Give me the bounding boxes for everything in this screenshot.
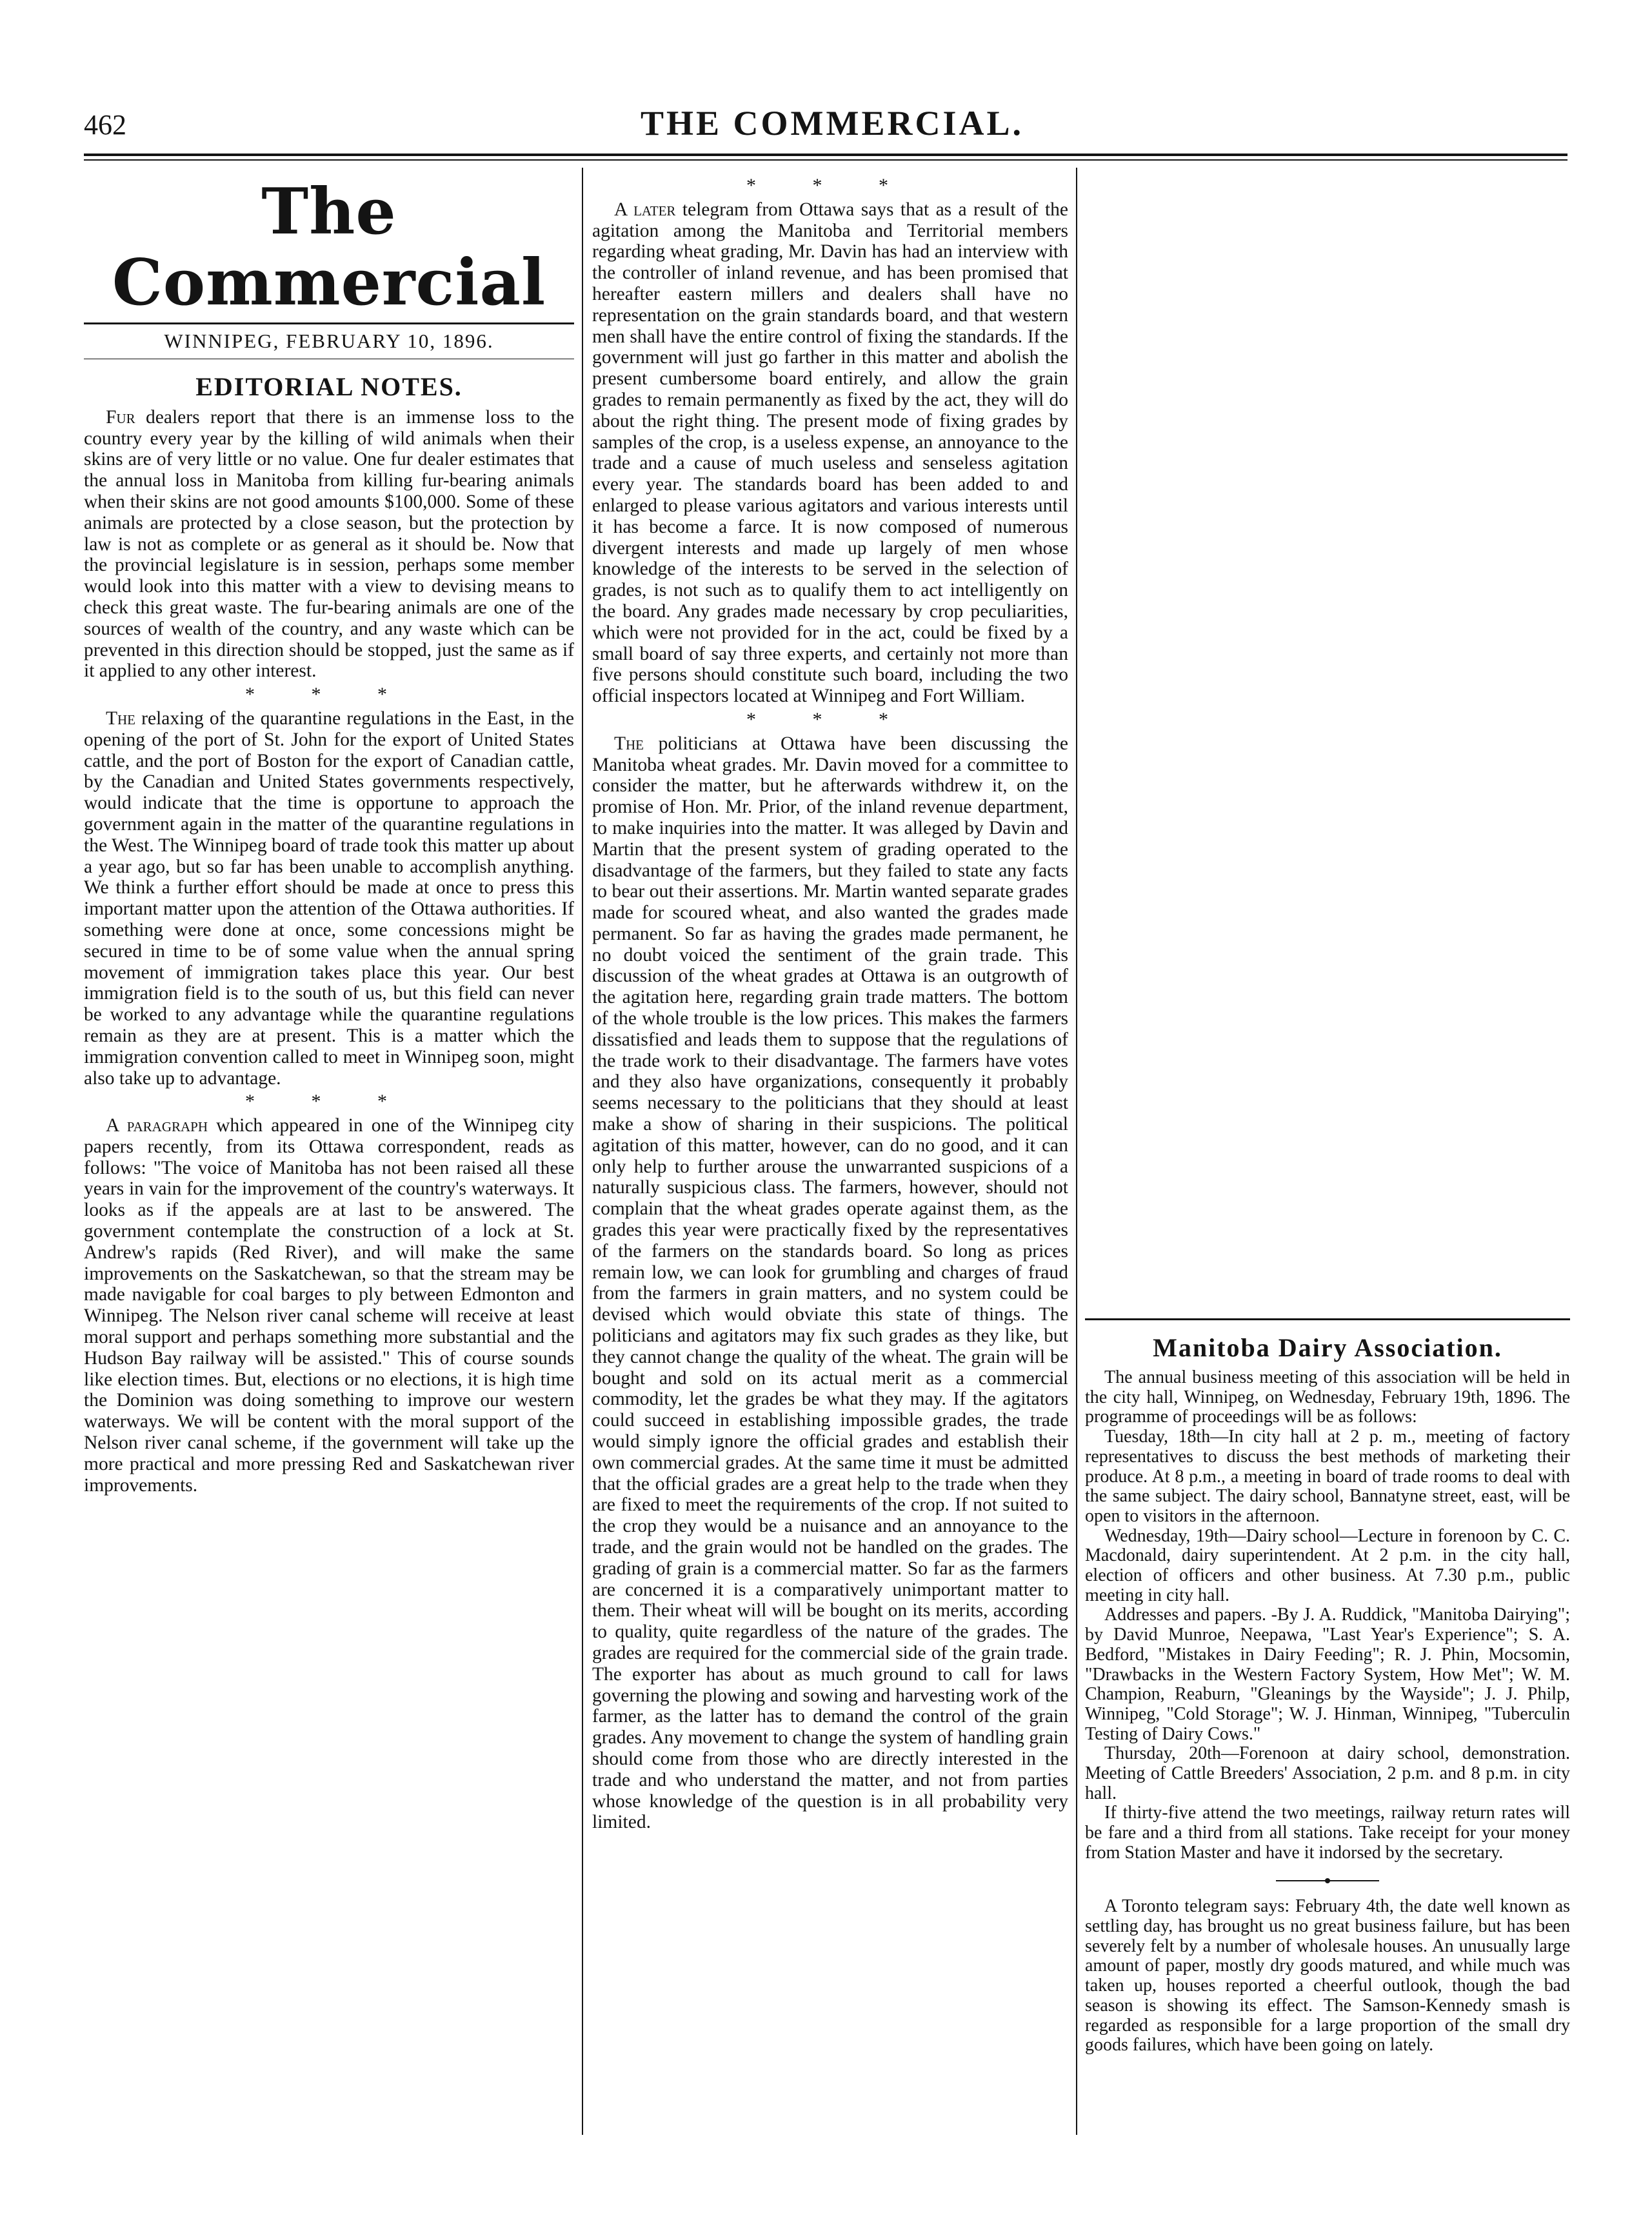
top-rule	[84, 154, 1567, 156]
paragraph-text: which appeared in one of the Winnipeg city papers recently, from its Ottawa correspondent, reads as follows: "The voice of Manitoba has not been raised all these years in vain for the improvement of the country's waterways. It looks as if the appeals are at last to be answered. The government contemplate the construction of a lock at St. Andrew's rapids (Red River), and will make the same improvements on the Saskatchewan, so that the stream may be made navigable for coal barges to ply between Edmonton and Winnipeg. The Nelson river canal scheme will receive at least moral support and perhaps something more substantial and the Hudson Bay railway will be assisted." This of course sounds like election times. But, elections or no elections, it is high time the Dominion was doing something to improve our western waterways. We will be content with the moral support of the Nelson river canal scheme, if the government will take up the more practical and more pressing Red and Saskatchewan river improvements.	[84, 1115, 575, 1496]
dairy-paragraph: The annual business meeting of this association will be held in the city hall, Winnipeg, on Wednesday, February 19th, 1896. The programme of proceedings will be as follows:	[1085, 1367, 1570, 1427]
toronto-paragraph: A Toronto telegram says: February 4th, the date well known as settling day, has brought us no great business failure, but has been severely felt by a number of wholesale houses. An unusually large amount of paper, mostly dry goods matured, and while much was taken up, houses reported a cheerful outlook, though the bad season is showing its effect. The Samson-Kennedy smash is regarded as responsible for a large proportion of the small dry goods failures, which have been going on lately.	[1085, 1896, 1570, 2056]
dairy-article	[1085, 1368, 1570, 1863]
top-rule-thin	[84, 159, 1567, 161]
dairy-paragraph: Wednesday, 19th—Dairy school—Lecture in forenoon by C. C. Macdonald, dairy superintendent. At 2 p.m. in the city hall, election of officers and other business. At 7.30 p.m., public meeting in city hall.	[1085, 1525, 1570, 1605]
paragraph-text: relaxing of the quarantine regulations in the East, in the opening of the port of St. John for the export of United States cattle, and the port of Boston for the export of Canadian cattle, by the Canadian and United States governments respectively, would indicate that the time is opportune to approach the government again in the matter of the quarantine regulations in the West. The Winnipeg board of trade took this matter up about a year ago, but so far has been unable to accomplish anything. We think a further effort should be made at once to press this important matter upon the attention of the Ottawa authorities. If something were done at once, some concessions might be secured in time to be of some value when the annual spring movement of immigration takes place this year. Our best immigration field is to the south of us, but this field can never be worked to any advantage while the quarantine regulations remain as they are at present. This is a matter which the immigration convention called to meet in Winnipeg soon, might also take up to advantage.	[84, 708, 575, 1089]
page-number: 462	[84, 109, 126, 141]
paragraph-text: dealers report that there is an immense loss to the country every year by the killing of wild animals when their skins are of very little or no value. One fur dealer estimates that the annual loss in Manitoba from killing fur-bearing animals when their skins are not good amounts $100,000. Some of these animals are protected by a close season, but the protection by law is not as complete or as general as it should be. Now that the provincial legislature is in session, perhaps some member would look into this matter with a view to devising means to check this great waste. The fur-bearing animals are one of the sources of wealth of the country, and any waste which can be prevented in this direction should be stopped, just the same as if it applied to any other interest.	[84, 406, 575, 682]
editorial-heading: EDITORIAL NOTES.	[195, 372, 463, 401]
column-divider-1	[582, 168, 583, 2135]
lead-word: Fur	[106, 406, 135, 428]
ornament-divider	[1085, 1870, 1570, 1891]
lead-word: The	[614, 733, 644, 754]
dairy-paragraph: Tuesday, 18th—In city hall at 2 p. m., meeting of factory representatives to discuss the best methods of marketing their produce. At 8 p.m., a meeting in board of trade rooms to deal with the same subject. The dairy school, Bannatyne street, east, will be open to visitors in the afternoon.	[1085, 1427, 1570, 1526]
editorial-paragraph-waterways	[84, 1115, 574, 1496]
dairy-heading: Manitoba Dairy Association.	[1153, 1333, 1502, 1362]
lead-word: A paragraph	[106, 1115, 208, 1136]
toronto-article	[1085, 1897, 1570, 2056]
section-stars: * * *	[746, 708, 914, 730]
editorial-paragraph-wheat-grades	[592, 733, 1068, 1833]
dairy-paragraph: Addresses and papers. -By J. A. Ruddick, "Manitoba Dairying"; by David Munroe, Neepawa, "Last Year's Experience"; S. A. Bedford, "Mistakes in Dairy Feeding"; R. J. Phin, Mocsomin, "Drawbacks in the Western Factory System, How Met"; W. M. Champion, Reaburn, "Gleanings by the Wayside"; J. J. Philp, Winnipeg, "Cold Storage"; W. J. Hinman, Winnipeg, "Tuberculin Testing of Dairy Cows."	[1085, 1605, 1570, 1744]
editorial-paragraph-fur	[84, 407, 574, 682]
dairy-paragraph: Thursday, 20th—Forenoon at dairy school, demonstration. Meeting of Cattle Breeders' Association, 2 p.m. and 8 p.m. in city hall.	[1085, 1743, 1570, 1803]
column-divider-2	[1076, 168, 1077, 2135]
column-2	[592, 173, 1068, 1833]
masthead-title: The Commercial	[112, 175, 546, 320]
paragraph-text: telegram from Ottawa says that as a result of the agitation among the Manitoba and Territorial members regarding wheat grading, Mr. Davin has had an interview with the controller of inland revenue, and has been promised that hereafter eastern millers and dealers shall have no representation on the grain standards board, and that western men shall have the entire control of fixing the standards. If the government will just go farther in this matter and abolish the present cumbersome board entirely, and allow the grain grades to remain permanently as fixed by the act, they will do about the right thing. The present mode of fixing grades by samples of the crop, is a useless expense, an annoyance to the trade and a cause of much useless and senseless agitation every year. The standards board has been added to and enlarged to please various agitators and various interests until it has become a farce. It is now composed of numerous divergent interests and made up largely of men whose knowledge of the interests to be served in the selection of grades, is not such as to qualify them to act intelligently on the board. Any grades made necessary by crop peculiarities, which were not provided for in the act, could be fixed by a small board of say three experts, and certainly not more than five persons should constitute such board, including the two official inspectors located at Winnipeg and Fort William.	[592, 199, 1068, 707]
section-stars: * * *	[245, 1091, 413, 1113]
editorial-paragraph-quarantine	[84, 708, 574, 1089]
dairy-paragraph: If thirty-five attend the two meetings, railway return rates will be fare and a third from all stations. Take receipt for your money from Station Master and have it indorsed by the secretary.	[1085, 1803, 1570, 1863]
column-1	[84, 173, 574, 1496]
paragraph-text: politicians at Ottawa have been discussing the Manitoba wheat grades. Mr. Davin moved for a committee to consider the matter, but he afterwards withdrew it, on the promise of Hon. Mr. Prior, of the inland revenue department, to make inquiries into the matter. It was alleged by Davin and Martin that the present system of grading operated to the disadvantage of the farmers, but they failed to state any facts to bear out their assertions. Mr. Martin wanted separate grades made for scoured wheat, and also wanted the grades made permanent. So far as having the grades made permanent, he no doubt voiced the sentiment of the grain trade. This discussion of the wheat grades at Ottawa is an outgrowth of the agitation here, regarding grain trade matters. The bottom of the whole trouble is the low prices. This makes the farmers dissatisfied and leads them to suppose that the regulations of the trade work to their disadvantage. The farmers have votes and they also have organizations, consequently it probably seems necessary to the politicians that they should at least make a show of sharing in their suspicions. The political agitation of this matter, however, can do no good, and it can only help to further arouse the unwarranted suspicions of a naturally suspicious class. The farmers, however, should not complain that the wheat grades operate against them, as the grades this year were practically fixed by the representatives of the farmers on the standards board. So long as prices remain low, we can look for grumbling and charges of fraud from the farmers in grain matters, and no system could be devised which would obviate this state of things. The politicians and agitators may fix such grades as they like, but they cannot change the quality of the wheat. The grain will be bought and sold on its actual merit as a commercial commodity, let the grades be what they may. If the agitators could succeed in establishing impossible grades, the trade would simply ignore the official grades and establish their own commercial grades. At the same time it must be admitted that the official grades are a great help to the trade when they are fixed to meet the requirements of the crop. If not suited to the crop they would be a nuisance and an annoyance to the trade, and the grain would not be handled on the grades. The grading of grain is a commercial matter. So far as the farmers are concerned it is a comparatively unimportant matter to them. Their wheat will will be bought on its merits, according to quality, quite regardless of the nature of the grades. The grades are required for the commercial side of the grain trade. The exporter has about as much ground to call for laws governing the plowing and sowing and harvesting work of the farmer, as the latter has to demand the control of the grain grades. Any movement to change the system of handling grain should come from those who are directly interested in the trade and who understand the matter, and not from parties whose knowledge of the question is in all probability very limited.	[592, 733, 1068, 1833]
section-stars: * * *	[245, 684, 413, 706]
column-3	[1085, 173, 1570, 2056]
lead-word: A later	[614, 199, 676, 220]
section-stars: * * *	[746, 175, 914, 196]
lead-word: The	[106, 708, 136, 729]
masthead-rule	[84, 322, 574, 324]
ornament-rule-icon	[1276, 1876, 1379, 1885]
editorial-paragraph-davin	[592, 199, 1068, 707]
running-head: THE COMMERCIAL.	[640, 104, 1024, 143]
column-3-continued-space	[1085, 173, 1570, 1314]
section-rule	[1085, 1318, 1570, 1320]
dateline: WINNIPEG, FEBRUARY 10, 1896.	[164, 330, 494, 352]
